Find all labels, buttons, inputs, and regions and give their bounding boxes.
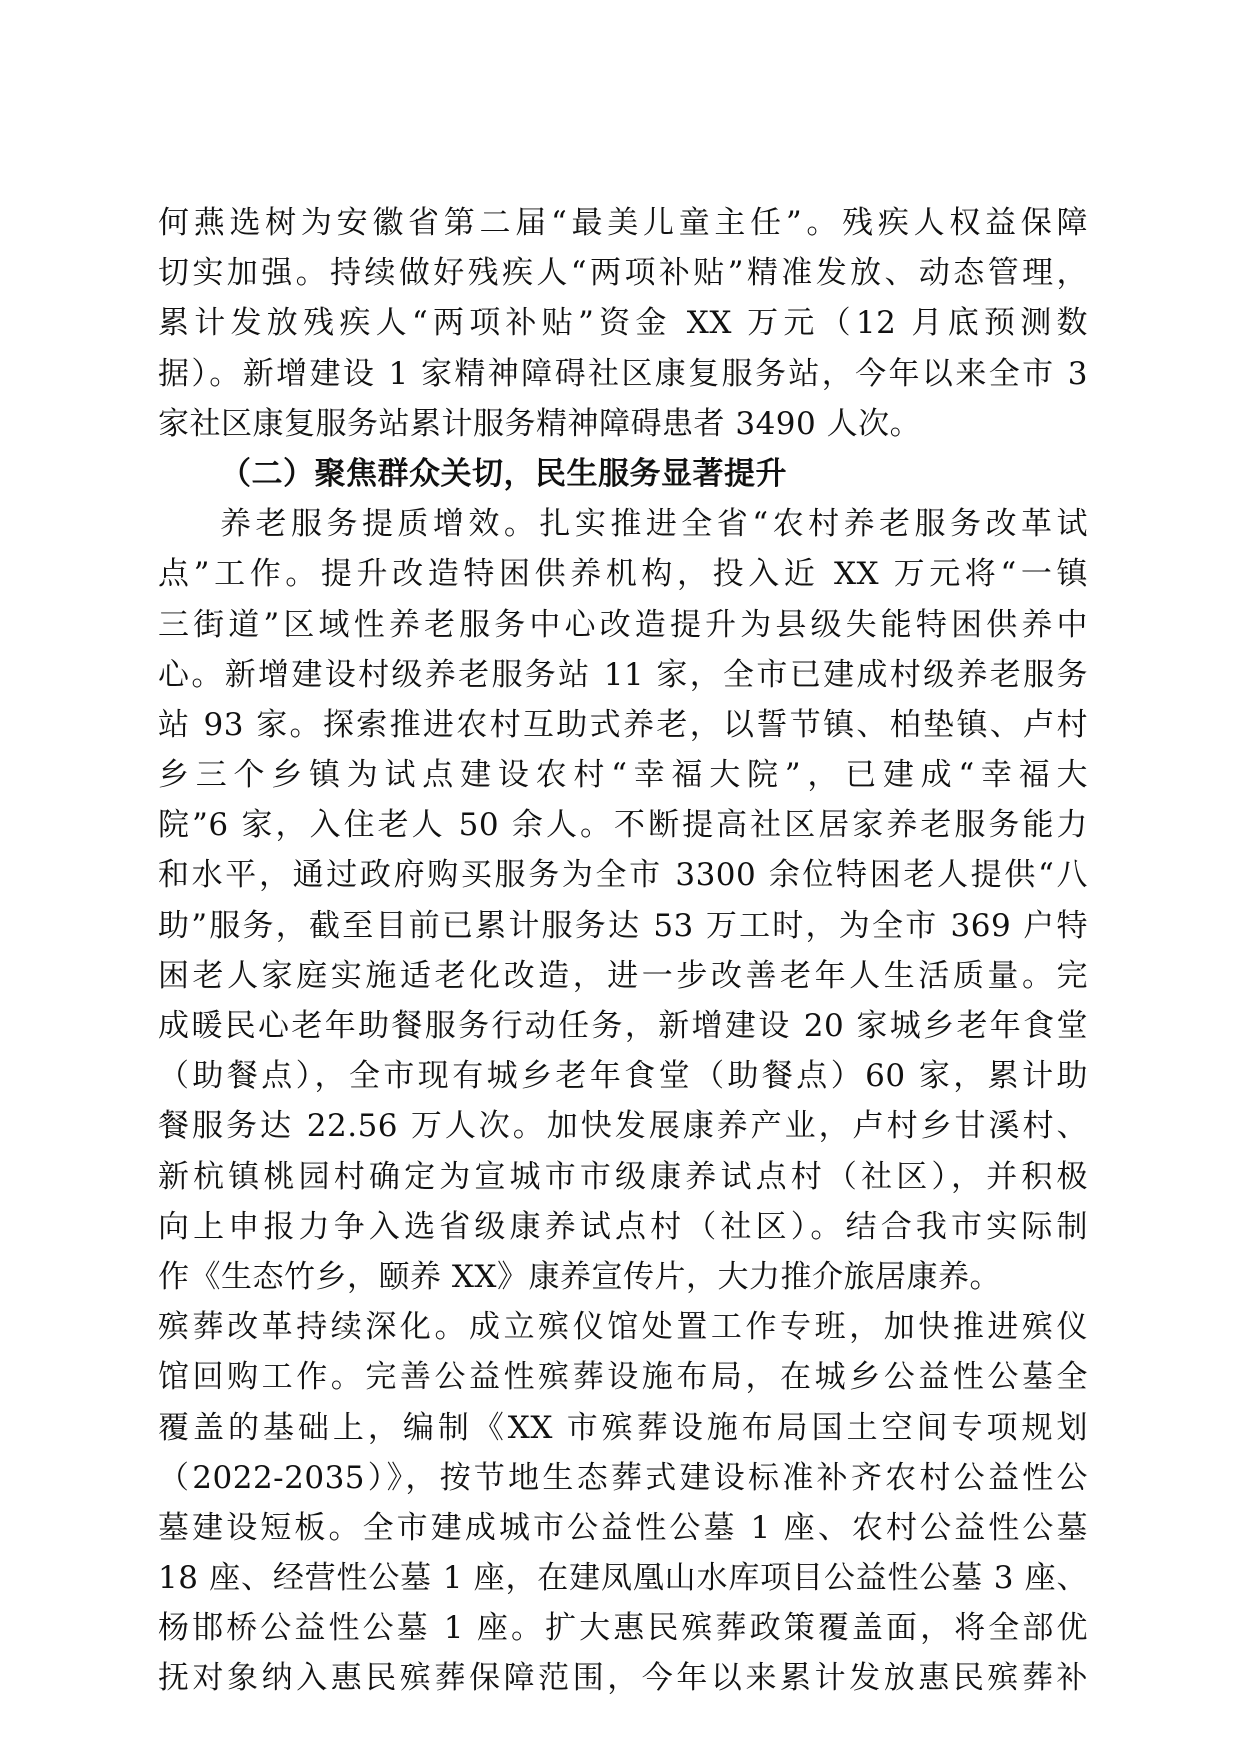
body-line: 墓建设短板。全市建成城市公益性公墓 1 座、农村公益性公墓 — [158, 1509, 1088, 1546]
section-heading: （二）聚焦群众关切，民生服务显著提升 — [220, 455, 787, 492]
body-line: 切实加强。持续做好残疾人“两项补贴”精准发放、动态管理， — [158, 255, 1088, 292]
body-line: 困老人家庭实施适老化改造，进一步改善老年人生活质量。完 — [158, 957, 1088, 994]
body-line: 站 93 家。探索推进农村互助式养老，以誓节镇、柏垫镇、卢村 — [158, 706, 1088, 743]
document-body — [158, 198, 1088, 1704]
body-line: 成暖民心老年助餐服务行动任务，新增建设 20 家城乡老年食堂 — [158, 1008, 1088, 1044]
body-line: 心。新增建设村级养老服务站 11 家，全市已建成村级养老服务 — [158, 656, 1088, 693]
body-line: 家社区康复服务站累计服务精神障碍患者 3490 人次。 — [158, 405, 922, 442]
body-line: 餐服务达 22.56 万人次。加快发展康养产业，卢村乡甘溪村、 — [158, 1108, 1088, 1145]
body-line: 作《生态竹乡，颐养 XX》康养宣传片，大力推介旅居康养。 — [158, 1258, 1001, 1295]
body-line: 向上申报力争入选省级康养试点村（社区）。结合我市实际制 — [158, 1208, 1088, 1245]
body-line: 殡葬改革持续深化。成立殡仪馆处置工作专班，加快推进殡仪 — [158, 1309, 1088, 1346]
body-line: 助”服务，截至目前已累计服务达 53 万工时，为全市 369 户特 — [158, 907, 1088, 944]
body-line: 18 座、经营性公墓 1 座，在建凤凰山水库项目公益性公墓 3 座、 — [158, 1560, 1088, 1597]
body-line: 杨邯桥公益性公墓 1 座。扩大惠民殡葬政策覆盖面，将全部优 — [158, 1610, 1088, 1647]
body-line: 据）。新增建设 1 家精神障碍社区康复服务站，今年以来全市 3 — [158, 355, 1088, 392]
paragraph-first-line: 养老服务提质增效。扎实推进全省“农村养老服务改革试 — [220, 506, 1088, 543]
body-line: 乡三个乡镇为试点建设农村“幸福大院”，已建成“幸福大 — [158, 757, 1088, 794]
body-line: 和水平，通过政府购买服务为全市 3300 余位特困老人提供“八 — [158, 857, 1088, 894]
body-line: 何燕选树为安徽省第二届“最美儿童主任”。残疾人权益保障 — [158, 205, 1088, 241]
body-line: （助餐点），全市现有城乡老年食堂（助餐点）60 家，累计助 — [158, 1058, 1088, 1095]
body-line: 抚对象纳入惠民殡葬保障范围，今年以来累计发放惠民殡葬补 — [158, 1660, 1088, 1697]
body-line: 新杭镇桃园村确定为宣城市市级康养试点村（社区），并积极 — [158, 1158, 1088, 1195]
body-line: 三街道”区域性养老服务中心改造提升为县级失能特困供养中 — [158, 606, 1088, 643]
body-line: 累计发放残疾人“两项补贴”资金 XX 万元（12 月底预测数 — [158, 305, 1088, 342]
body-line: 覆盖的基础上，编制《XX 市殡葬设施布局国土空间专项规划 — [158, 1409, 1088, 1446]
body-line: 馆回购工作。完善公益性殡葬设施布局，在城乡公益性公墓全 — [158, 1359, 1088, 1396]
body-line: 院”6 家，入住老人 50 余人。不断提高社区居家养老服务能力 — [158, 807, 1088, 844]
body-line: （2022-2035）》，按节地生态葬式建设标准补齐农村公益性公 — [158, 1459, 1088, 1496]
body-line: 点”工作。提升改造特困供养机构，投入近 XX 万元将“一镇 — [158, 556, 1088, 593]
